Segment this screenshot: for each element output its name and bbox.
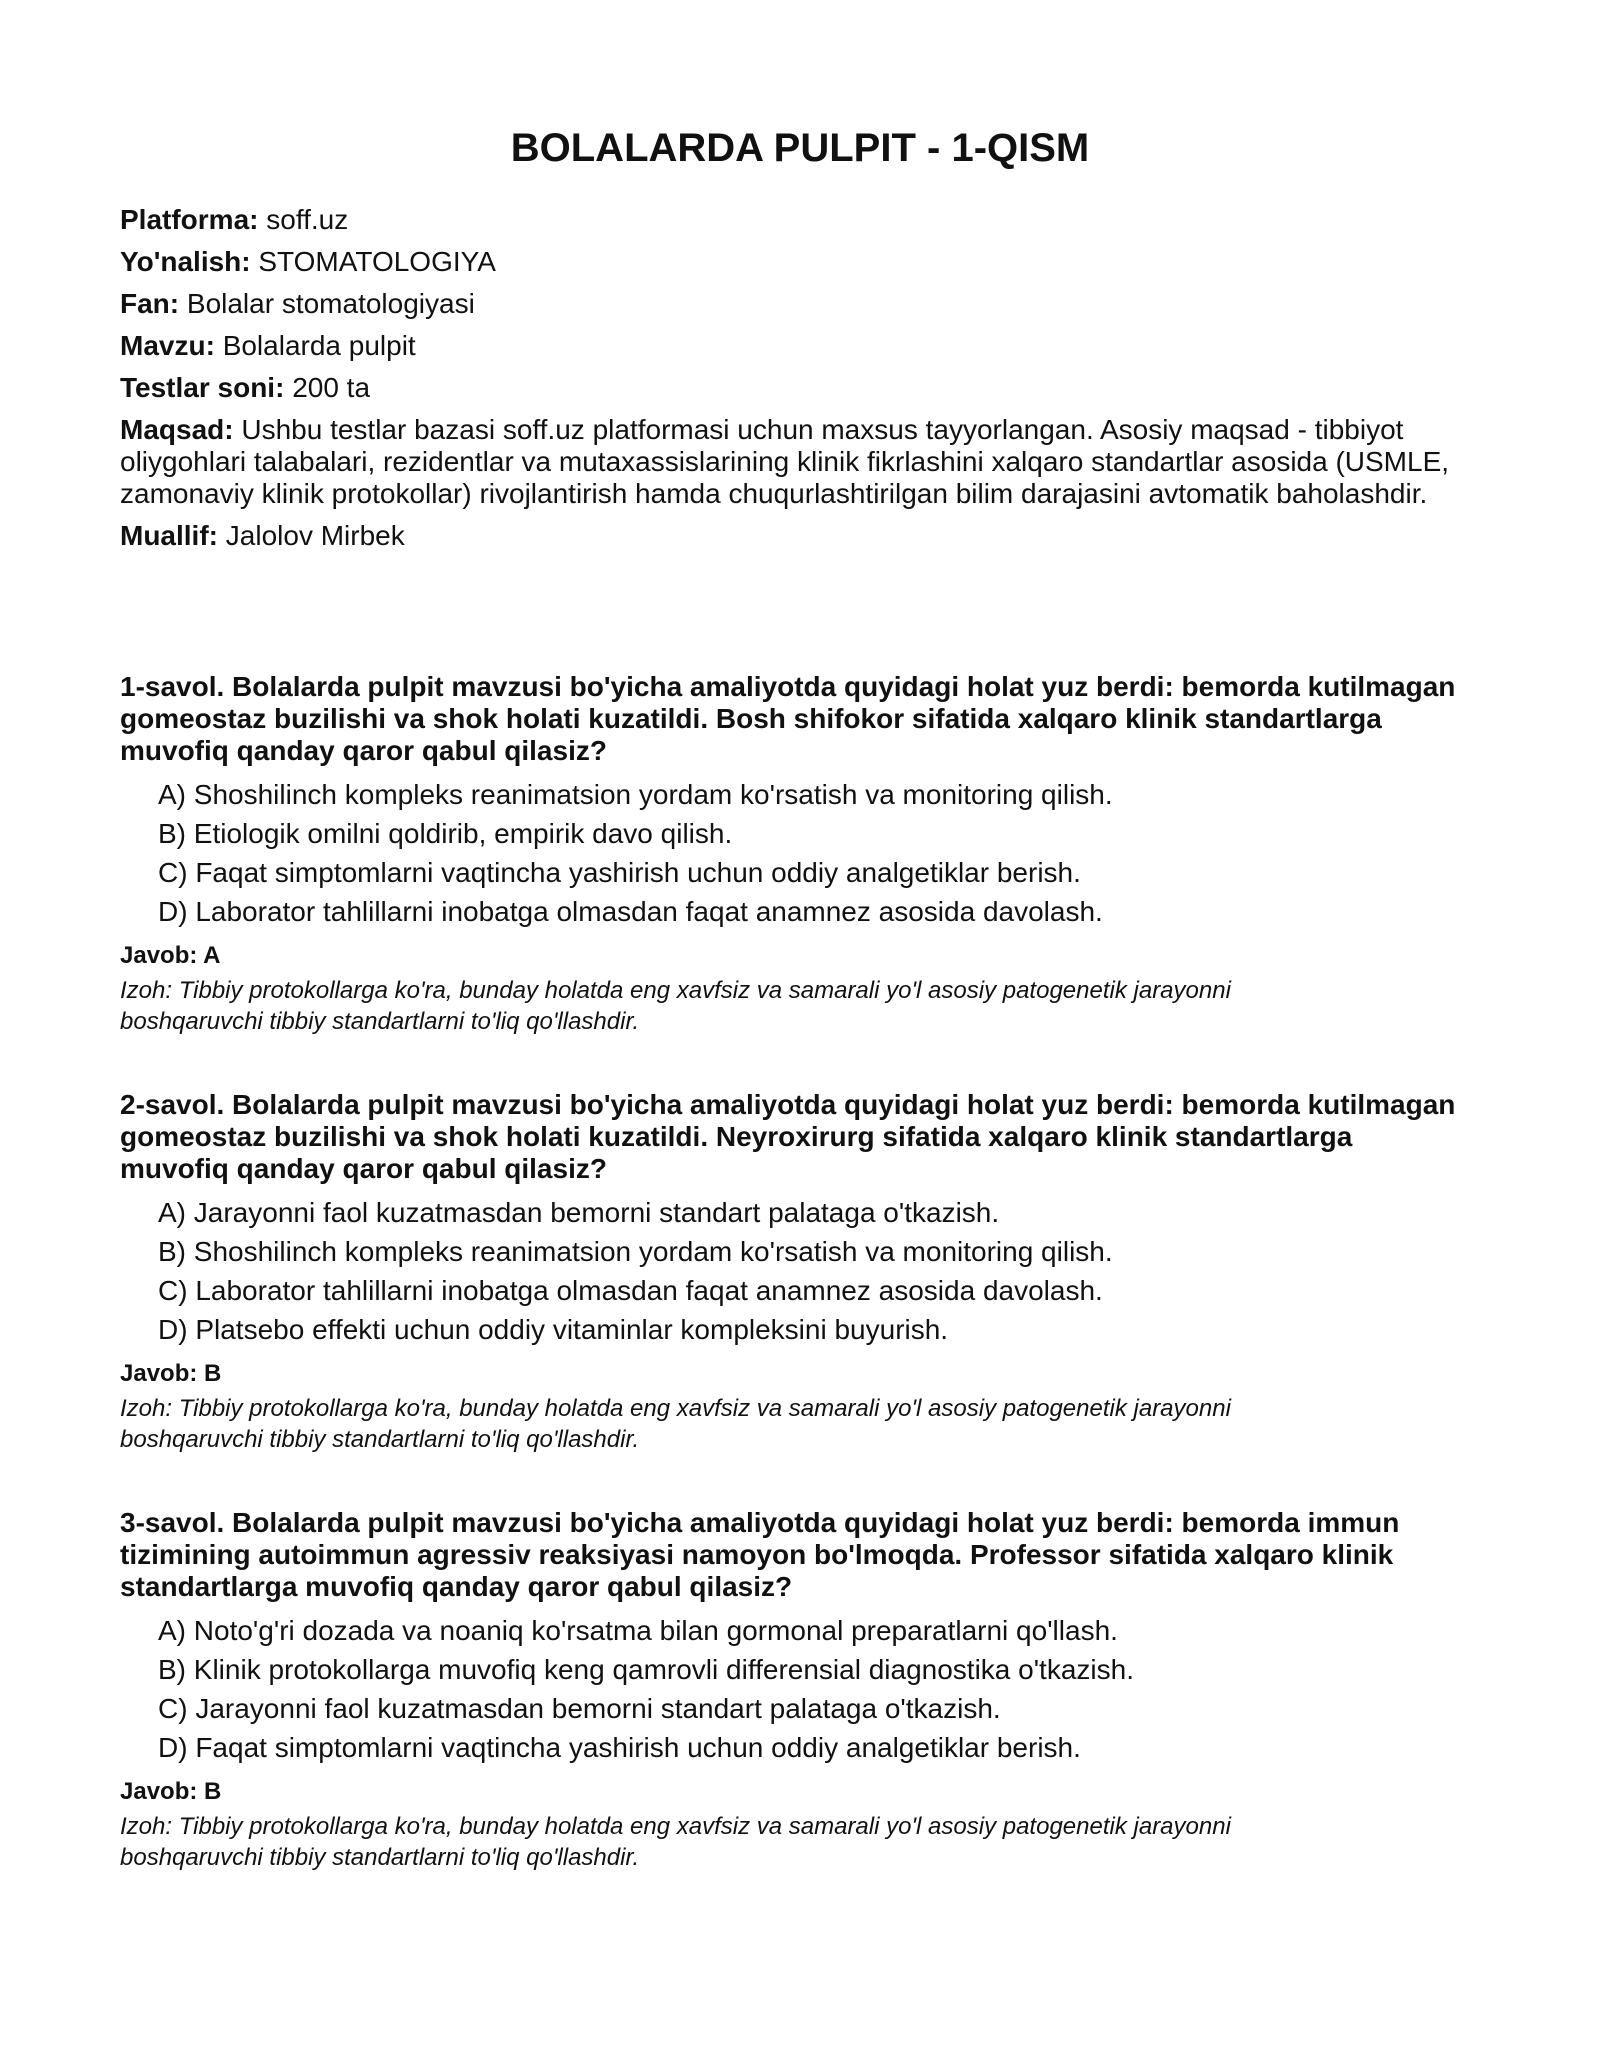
answer-key: Javob: B: [120, 1360, 222, 1387]
question-item: [120, 671, 1460, 1037]
question-list: [120, 671, 1460, 1925]
meta-platform-label: Platforma:: [120, 204, 259, 235]
option-b: B) Etiologik omilni qoldirib, empirik davo qilish.: [158, 818, 733, 849]
question-text: 2-savol. Bolalarda pulpit mavzusi bo'yicha amaliyotda quyidagi holat yuz berdi: bemorda kutilmagan gomeostaz buzilishi va shok holati kuzatildi. Neyroxirurg sifatida xalqaro klinik standartlarga muvofiq qanday qaror qabul qilasiz?: [120, 1089, 1456, 1184]
meta-subject-label: Fan:: [120, 288, 180, 319]
meta-purpose: [120, 414, 1450, 510]
option-d: D) Platsebo effekti uchun oddiy vitaminlar kompleksini buyurish.: [158, 1314, 949, 1345]
meta-author-value: Jalolov Mirbek: [225, 520, 405, 551]
meta-topic-value: Bolalarda pulpit: [222, 330, 416, 361]
option-b: B) Shoshilinch kompleks reanimatsion yordam ko'rsatish va monitoring qilish.: [158, 1236, 1113, 1267]
meta-test-count-label: Testlar soni:: [120, 372, 285, 403]
answer-key: Javob: A: [120, 942, 221, 969]
question-item: [120, 1089, 1460, 1455]
option-c: C) Laborator tahlillarni inobatga olmasdan faqat anamnez asosida davolash.: [158, 1275, 1103, 1306]
meta-topic: [120, 330, 1460, 362]
option-a: A) Shoshilinch kompleks reanimatsion yordam ko'rsatish va monitoring qilish.: [158, 779, 1113, 810]
document-title: BOLALARDA PULPIT - 1-QISM: [510, 126, 1090, 170]
option-d: D) Faqat simptomlarni vaqtincha yashirish uchun oddiy analgetiklar berish.: [158, 1732, 1081, 1763]
meta-platform-value: soff.uz: [266, 204, 349, 235]
meta-test-count: [120, 372, 1460, 404]
meta-subject: [120, 288, 1460, 320]
question-item: [120, 1507, 1460, 1873]
meta-author: [120, 520, 1460, 552]
option-c: C) Jarayonni faol kuzatmasdan bemorni standart palataga o'tkazish.: [158, 1693, 1001, 1724]
meta-test-count-value: 200 ta: [292, 372, 371, 403]
answer-explanation: Izoh: Tibbiy protokollarga ko'ra, bunday holatda eng xavfsiz va samarali yo'l asosiy patogenetik jarayonni boshqaruvchi tibbiy standartlarni to'liq qo'llashdir.: [120, 1395, 1231, 1453]
option-b: B) Klinik protokollarga muvofiq keng qamrovli differensial diagnostika o'tkazish.: [158, 1654, 1134, 1685]
option-d: D) Laborator tahlillarni inobatga olmasdan faqat anamnez asosida davolash.: [158, 896, 1103, 927]
meta-topic-label: Mavzu:: [120, 330, 215, 361]
answer-explanation: Izoh: Tibbiy protokollarga ko'ra, bunday holatda eng xavfsiz va samarali yo'l asosiy patogenetik jarayonni boshqaruvchi tibbiy standartlarni to'liq qo'llashdir.: [120, 977, 1231, 1035]
meta-purpose-label: Maqsad:: [120, 414, 234, 445]
meta-direction: [120, 246, 1460, 278]
answer-explanation: Izoh: Tibbiy protokollarga ko'ra, bunday holatda eng xavfsiz va samarali yo'l asosiy patogenetik jarayonni boshqaruvchi tibbiy standartlarni to'liq qo'llashdir.: [120, 1813, 1231, 1871]
meta-subject-value: Bolalar stomatologiyasi: [186, 288, 475, 319]
question-text: 1-savol. Bolalarda pulpit mavzusi bo'yicha amaliyotda quyidagi holat yuz berdi: bemorda kutilmagan gomeostaz buzilishi va shok holati kuzatildi. Bosh shifokor sifatida xalqaro klinik standartlarga muvofiq qanday qaror qabul qilasiz?: [120, 671, 1456, 766]
option-c: C) Faqat simptomlarni vaqtincha yashirish uchun oddiy analgetiklar berish.: [158, 857, 1081, 888]
question-text: 3-savol. Bolalarda pulpit mavzusi bo'yicha amaliyotda quyidagi holat yuz berdi: bemorda immun tizimining autoimmun agressiv reaksiyasi namoyon bo'lmoqda. Professor sifatida xalqaro klinik standartlarga muvofiq qanday qaror qabul qilasiz?: [120, 1507, 1400, 1602]
meta-author-label: Muallif:: [120, 520, 218, 551]
answer-options: [120, 779, 1460, 928]
answer-options: [120, 1615, 1460, 1764]
answer-key: Javob: B: [120, 1778, 222, 1805]
meta-direction-value: STOMATOLOGIYA: [258, 246, 496, 277]
meta-purpose-value: Ushbu testlar bazasi soff.uz platformasi uchun maxsus tayyorlangan. Asosiy maqsad - tibbiyot oliygohlari talabalari, rezidentlar va mutaxassislarining klinik fikrlashini xalqaro standartlar asosida (USMLE, zamonaviy klinik protokollar) rivojlantirish hamda chuqurlashtirilgan bilim darajasini avtomatik baholashdir.: [120, 414, 1450, 509]
document-metadata: [120, 204, 1460, 562]
option-a: A) Jarayonni faol kuzatmasdan bemorni standart palataga o'tkazish.: [158, 1197, 1000, 1228]
meta-platform: [120, 204, 1460, 236]
answer-options: [120, 1197, 1460, 1346]
option-a: A) Noto'g'ri dozada va noaniq ko'rsatma bilan gormonal preparatlarni qo'llash.: [158, 1615, 1118, 1646]
meta-direction-label: Yo'nalish:: [120, 246, 251, 277]
